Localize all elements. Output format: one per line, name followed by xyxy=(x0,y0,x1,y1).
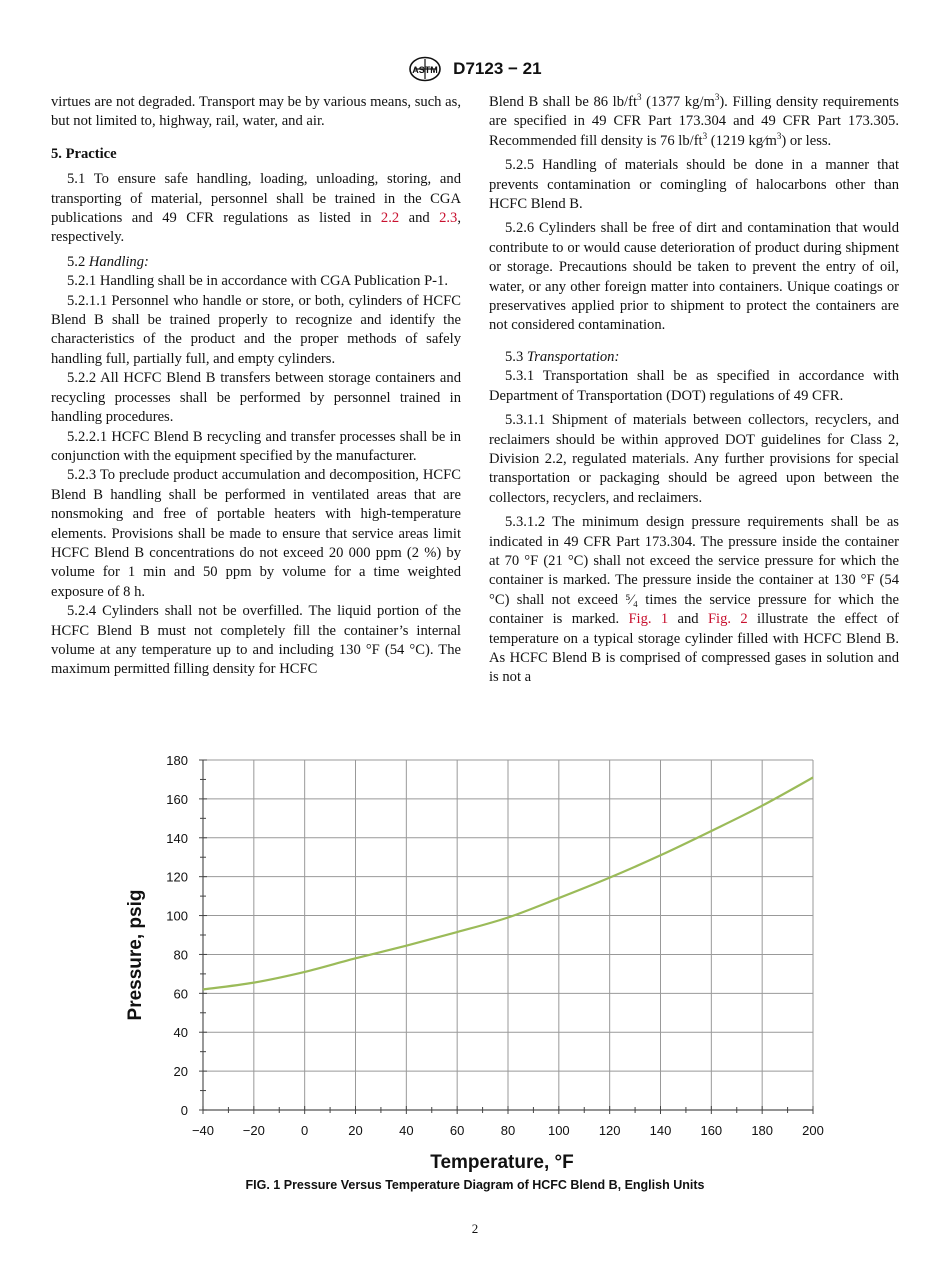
paragraph-5-3-1-2: 5.3.1.2 The minimum design pressure requirements shall be as indicated in 49 CFR Part 173.304. The pressure inside the container at 70 °F (21 °C) shall not exceed the service pressure for which the container is marked. The pressure inside the container at 130 °F (54 °C) shall not exceed ⁵⁄₄ times the service pressure for which the container is marked. Fig. 1 and Fig. 2 illustrate the effect of temperature on a typical storage cylinder filled with HCFC Blend B. As HCFC Blend B is comprised of compressed gases in solution and is not a xyxy=(489,514,900,686)
y-tick-label: 160 xyxy=(166,791,188,807)
paragraph-5-3-1: 5.3.1 Transportation shall be as specified in accordance with Department of Transportation (DOT) regulations of 49 CFR. xyxy=(489,368,899,404)
paragraph-5-1: 5.1 To ensure safe handling, loading, unloading, storing, and transporting of material, personnel shall be trained in the CGA publications and 49 CFR regulations as listed in 2.2 and 2.3, respectively. xyxy=(51,171,461,246)
page-header xyxy=(0,56,950,82)
paragraph-5-2-1: 5.2.1 Handling shall be in accordance with CGA Publication P-1. xyxy=(67,273,448,290)
y-tick-label: 140 xyxy=(166,830,188,846)
right-column xyxy=(489,93,899,688)
fig-1-link[interactable]: Fig. 1 xyxy=(628,611,669,628)
y-tick-label: 180 xyxy=(166,753,188,768)
paragraph-5-3: 5.3 Transportation: xyxy=(505,348,620,365)
paragraph-5-2-2-1: 5.2.2.1 HCFC Blend B recycling and transfer processes shall be in conjunction with the equipment specified by the manufacturer. xyxy=(51,428,461,464)
chart-grid xyxy=(203,760,813,1110)
section-5-title: 5. Practice xyxy=(51,145,117,162)
paragraph-fill-density: Blend B shall be 86 $lb/ft^3$ (1377 $kg/m^3$). Filling density requirements are specified in 49 CFR Part 173.304 and 49 CFR Part 173.305. Recommended fill density is 76 $lb/ft^3$ (1219 $kg⁄m^3$) or less. xyxy=(489,92,899,149)
figure-caption: FIG. 1 Pressure Versus Temperature Diagram of HCFC Blend B, English Units xyxy=(245,1178,705,1192)
paragraph-continuation: virtues are not degraded. Transport may be by various means, such as, but not limited to, highway, rail, water, and air. xyxy=(51,94,461,130)
ref-2-3-link[interactable]: 2.3 xyxy=(439,210,458,227)
x-tick-label: 200 xyxy=(802,1123,824,1138)
x-tick-label: 80 xyxy=(500,1123,516,1138)
y-axis-label: Pressure, psig xyxy=(125,889,146,1021)
document-code: D7123 − 21 xyxy=(453,59,542,78)
y-tick-label: 60 xyxy=(173,986,188,1002)
chart-ticks xyxy=(166,753,824,1138)
page-number: 2 xyxy=(471,1221,479,1236)
x-tick-label: 120 xyxy=(598,1123,621,1138)
x-tick-label: 0 xyxy=(301,1123,309,1138)
ref-2-2-link[interactable]: 2.2 xyxy=(380,210,400,227)
x-tick-label: 180 xyxy=(751,1123,774,1138)
y-tick-label: 80 xyxy=(173,947,188,963)
x-tick-label: −20 xyxy=(242,1123,265,1138)
paragraph-5-2-5: 5.2.5 Handling of materials should be done in a manner that prevents contamination or comingling of halocarbons other than HCFC Blend B. xyxy=(489,157,899,213)
figure-1-chart xyxy=(120,745,840,1175)
y-tick-label: 40 xyxy=(173,1025,188,1041)
left-column xyxy=(51,93,461,680)
svg-text:ASTM: ASTM xyxy=(412,65,439,75)
astm-logo-icon xyxy=(408,56,442,82)
fig-2-link[interactable]: Fig. 2 xyxy=(707,611,748,628)
paragraph-5-2-4: 5.2.4 Cylinders shall not be overfilled. The liquid portion of the HCFC Blend B must not completely fill the container’s internal volume at any temperature up to and including 130 °F (54 °C). The maximum permitted filling density for HCFC xyxy=(51,603,461,678)
paragraph-5-3-1-1: 5.3.1.1 Shipment of materials between collectors, recyclers, and reclaimers should be within approved DOT guidelines for Class 2, Division 2.2, regulated materials. Any further provisions for special transportation or packaging should be agreed upon between the collectors, recyclers, and reclaimers. xyxy=(489,412,899,506)
x-tick-label: 40 xyxy=(399,1123,414,1138)
paragraph-5-2-1-1: 5.2.1.1 Personnel who handle or store, or both, cylinders of HCFC Blend B shall be trained properly to recognize and identify the characteristics of the product and the proper methods of safely handling full, partially full, and empty cylinders. xyxy=(51,292,461,367)
y-tick-label: 100 xyxy=(166,908,188,924)
x-axis-label: Temperature, °F xyxy=(430,1152,574,1173)
paragraph-5-2-3: 5.2.3 To preclude product accumulation and decomposition, HCFC Blend B handling shall be performed in ventilated areas that are nonsmoking and free of portable heaters with high-temperature elements. Provisions shall be made to ensure that service areas limit HCFC Blend B concentrations do not exceed 20 000 ppm (2 %) by volume for 1 min and 50 ppm by volume for a time weighted exposure of 8 h. xyxy=(51,467,461,600)
y-tick-label: 120 xyxy=(166,869,188,885)
x-tick-label: 160 xyxy=(700,1123,723,1138)
x-tick-label: 60 xyxy=(449,1123,465,1138)
pressure-temperature-chart xyxy=(120,745,840,1175)
paragraph-5-2-2: 5.2.2 All HCFC Blend B transfers between storage containers and recycling processes shall be performed by personnel trained in handling procedures. xyxy=(51,370,461,426)
x-tick-label: −40 xyxy=(191,1123,215,1138)
y-tick-label: 0 xyxy=(180,1103,188,1118)
x-tick-label: 20 xyxy=(348,1123,363,1138)
paragraph-5-2-6: 5.2.6 Cylinders shall be free of dirt and contamination that would contribute to or would cause deterioration of product during shipment or storage. Precautions should be taken to prevent the entry of oil, water, or any other foreign matter into containers. Unique coatings or preservatives applied prior to shipment to protect the containers are not considered contamination. xyxy=(489,220,899,334)
paragraph-5-2: 5.2 Handling: xyxy=(67,253,149,270)
x-tick-label: 100 xyxy=(547,1123,570,1138)
x-tick-label: 140 xyxy=(649,1123,672,1138)
y-tick-label: 20 xyxy=(173,1064,188,1080)
